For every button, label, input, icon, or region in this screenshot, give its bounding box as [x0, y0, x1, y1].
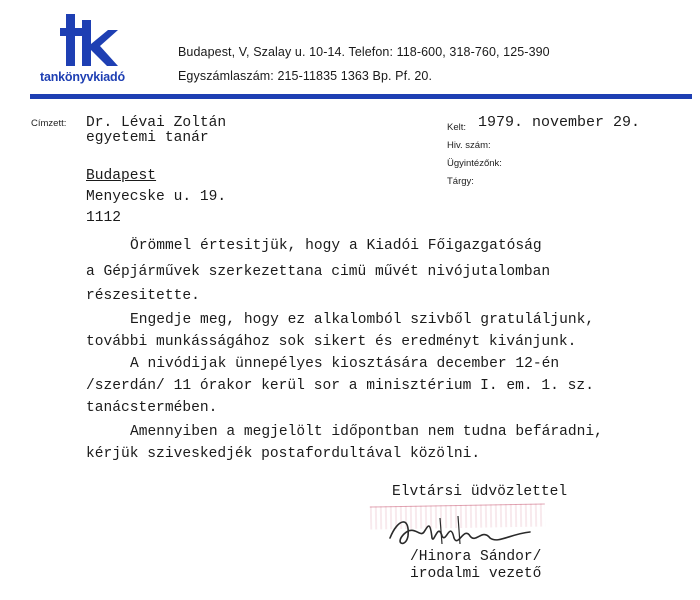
publisher-address: Budapest, V, Szalay u. 10-14. Telefon: 118-600, 318-760, 125-390 — [178, 45, 550, 59]
letterhead-rule — [30, 94, 692, 99]
body-line: Örömmel értesitjük, hogy a Kiadói Főigazgatóság — [130, 238, 542, 254]
signatory-role: irodalmi vezető — [410, 566, 542, 582]
recipient-name: Dr. Lévai Zoltán — [86, 115, 227, 131]
recipient-zip: 1112 — [86, 210, 122, 226]
label-administrator: Ügyintézőnk: — [447, 158, 502, 169]
recipient-street: Menyecske u. 19. — [86, 189, 227, 205]
body-line: Engedje meg, hogy ez alkalomból szivből gratuláljunk, — [130, 312, 595, 328]
body-line: /szerdán/ 11 órakor kerül sor a minisztérium I. em. 1. sz. — [86, 378, 594, 394]
body-line: a Gépjárművek szerkezettana cimü művét nivójutalomban — [86, 264, 551, 280]
letter-date: 1979. november 29. — [478, 114, 641, 131]
recipient-title: egyetemi tanár — [86, 130, 209, 146]
body-line: további munkásságához sok sikert és eredményt kivánjunk. — [86, 334, 577, 350]
publisher-account: Egyszámlaszám: 215-11835 1363 Bp. Pf. 20. — [178, 69, 433, 83]
label-subject: Tárgy: — [447, 176, 474, 187]
body-line: A nivódijak ünnepélyes kiosztására december 12-én — [130, 356, 560, 372]
body-line: tanácstermében. — [86, 400, 218, 416]
body-line: részesitette. — [86, 288, 200, 304]
label-reference: Hiv. szám: — [447, 140, 491, 151]
tk-logo — [60, 12, 120, 68]
label-date: Kelt: — [447, 122, 467, 133]
recipient-city: Budapest — [86, 168, 157, 184]
label-recipient: Címzett: — [31, 118, 67, 129]
body-line: kérjük sziveskedjék postafordultával közölni. — [86, 446, 481, 462]
body-line: Amennyiben a megjelölt időpontban nem tudna befáradni, — [130, 424, 603, 440]
signatory-name: /Hinora Sándor/ — [410, 549, 542, 565]
brand-name: tankönyvkiadó — [40, 70, 125, 84]
closing-salutation: Elvtársi üdvözlettel — [392, 484, 568, 500]
